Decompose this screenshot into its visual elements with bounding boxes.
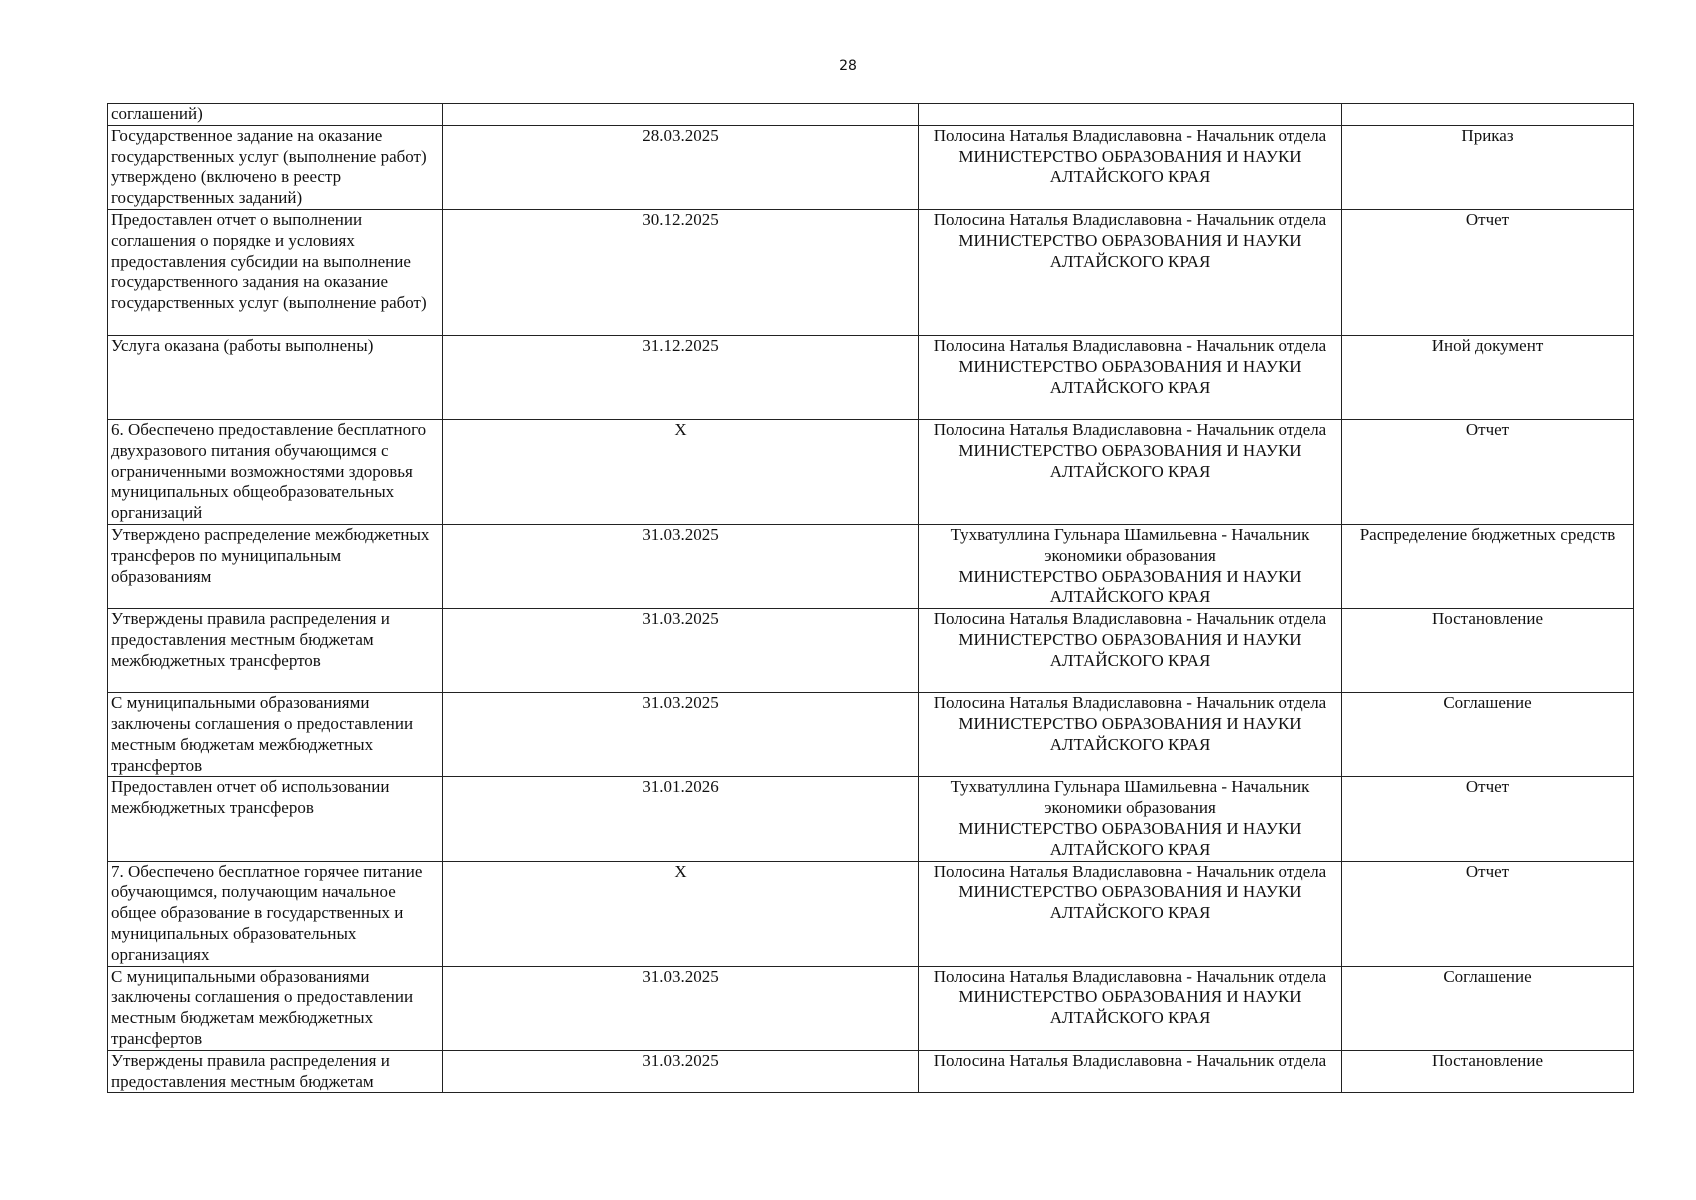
table-row	[108, 1050, 1634, 1093]
deadline-date-cell	[443, 104, 919, 126]
responsible-person-cell: Полосина Наталья Владиславовна - Начальник отдела МИНИСТЕРСТВО ОБРАЗОВАНИЯ И НАУКИ АЛТАЙСКОГО КРАЯ	[919, 861, 1342, 966]
document-type-cell: Отчет	[1342, 209, 1634, 335]
deadline-date-cell: 31.03.2025	[443, 524, 919, 608]
deadline-date-cell: X	[443, 861, 919, 966]
deadline-date-cell: 28.03.2025	[443, 125, 919, 209]
table-row	[108, 861, 1634, 966]
responsible-person-cell: Полосина Наталья Владиславовна - Начальник отдела	[919, 1050, 1342, 1093]
table-row	[108, 609, 1634, 693]
table-row	[108, 209, 1634, 335]
responsible-person-cell: Тухватуллина Гульнара Шамильевна - Начальник экономики образования МИНИСТЕРСТВО ОБРАЗОВАНИЯ И НАУКИ АЛТАЙСКОГО КРАЯ	[919, 777, 1342, 861]
responsible-person-cell: Полосина Наталья Владиславовна - Начальник отдела МИНИСТЕРСТВО ОБРАЗОВАНИЯ И НАУКИ АЛТАЙСКОГО КРАЯ	[919, 419, 1342, 524]
event-description-cell: С муниципальными образованиями заключены соглашения о предоставлении местным бюджетам межбюджетных трансфертов	[108, 966, 443, 1050]
table-row	[108, 777, 1634, 861]
document-type-cell	[1342, 104, 1634, 126]
page-number: 28	[839, 58, 857, 74]
event-description-cell: соглашений)	[108, 104, 443, 126]
responsible-person-cell: Полосина Наталья Владиславовна - Начальник отдела МИНИСТЕРСТВО ОБРАЗОВАНИЯ И НАУКИ АЛТАЙСКОГО КРАЯ	[919, 125, 1342, 209]
table-row	[108, 125, 1634, 209]
responsible-person-cell: Полосина Наталья Владиславовна - Начальник отдела МИНИСТЕРСТВО ОБРАЗОВАНИЯ И НАУКИ АЛТАЙСКОГО КРАЯ	[919, 335, 1342, 419]
document-type-cell: Соглашение	[1342, 693, 1634, 777]
deadline-date-cell: X	[443, 419, 919, 524]
event-description-cell: Утверждено распределение межбюджетных трансферов по муниципальным образованиям	[108, 524, 443, 608]
deadline-date-cell: 31.03.2025	[443, 609, 919, 693]
responsible-person-cell: Полосина Наталья Владиславовна - Начальник отдела МИНИСТЕРСТВО ОБРАЗОВАНИЯ И НАУКИ АЛТАЙСКОГО КРАЯ	[919, 693, 1342, 777]
document-type-cell: Отчет	[1342, 419, 1634, 524]
responsible-person-cell	[919, 104, 1342, 126]
responsible-person-cell: Полосина Наталья Владиславовна - Начальник отдела МИНИСТЕРСТВО ОБРАЗОВАНИЯ И НАУКИ АЛТАЙСКОГО КРАЯ	[919, 209, 1342, 335]
event-description-cell: 7. Обеспечено бесплатное горячее питание обучающимся, получающим начальное общее образование в государственных и муниципальных образовательных организациях	[108, 861, 443, 966]
event-description-cell: Услуга оказана (работы выполнены)	[108, 335, 443, 419]
event-description-cell: Предоставлен отчет об использовании межбюджетных трансферов	[108, 777, 443, 861]
document-type-cell: Постановление	[1342, 1050, 1634, 1093]
deadline-date-cell: 31.12.2025	[443, 335, 919, 419]
table-row	[108, 693, 1634, 777]
table-row	[108, 419, 1634, 524]
deadline-date-cell: 31.01.2026	[443, 777, 919, 861]
document-type-cell: Соглашение	[1342, 966, 1634, 1050]
responsible-person-cell: Тухватуллина Гульнара Шамильевна - Начальник экономики образования МИНИСТЕРСТВО ОБРАЗОВАНИЯ И НАУКИ АЛТАЙСКОГО КРАЯ	[919, 524, 1342, 608]
document-type-cell: Приказ	[1342, 125, 1634, 209]
event-description-cell: Утверждены правила распределения и предоставления местным бюджетам межбюджетных трансфертов	[108, 609, 443, 693]
document-type-cell: Отчет	[1342, 777, 1634, 861]
deadline-date-cell: 30.12.2025	[443, 209, 919, 335]
deadline-date-cell: 31.03.2025	[443, 693, 919, 777]
plan-table	[107, 103, 1634, 1093]
responsible-person-cell: Полосина Наталья Владиславовна - Начальник отдела МИНИСТЕРСТВО ОБРАЗОВАНИЯ И НАУКИ АЛТАЙСКОГО КРАЯ	[919, 609, 1342, 693]
table-row	[108, 966, 1634, 1050]
responsible-person-cell: Полосина Наталья Владиславовна - Начальник отдела МИНИСТЕРСТВО ОБРАЗОВАНИЯ И НАУКИ АЛТАЙСКОГО КРАЯ	[919, 966, 1342, 1050]
table-row	[108, 335, 1634, 419]
document-type-cell: Иной документ	[1342, 335, 1634, 419]
document-type-cell: Отчет	[1342, 861, 1634, 966]
event-description-cell: Утверждены правила распределения и предоставления местным бюджетам	[108, 1050, 443, 1093]
deadline-date-cell: 31.03.2025	[443, 966, 919, 1050]
table-row	[108, 524, 1634, 608]
event-description-cell: С муниципальными образованиями заключены соглашения о предоставлении местным бюджетам межбюджетных трансфертов	[108, 693, 443, 777]
event-description-cell: Государственное задание на оказание государственных услуг (выполнение работ) утверждено (включено в реестр государственных заданий)	[108, 125, 443, 209]
plan-table-body	[108, 104, 1634, 1093]
document-type-cell: Постановление	[1342, 609, 1634, 693]
deadline-date-cell: 31.03.2025	[443, 1050, 919, 1093]
event-description-cell: Предоставлен отчет о выполнении соглашения о порядке и условиях предоставления субсидии на выполнение государственного задания на оказание государственных услуг (выполнение работ)	[108, 209, 443, 335]
document-type-cell: Распределение бюджетных средств	[1342, 524, 1634, 608]
event-description-cell: 6. Обеспечено предоставление бесплатного двухразового питания обучающимся с ограниченными возможностями здоровья муниципальных общеобразовательных организаций	[108, 419, 443, 524]
table-row	[108, 104, 1634, 126]
